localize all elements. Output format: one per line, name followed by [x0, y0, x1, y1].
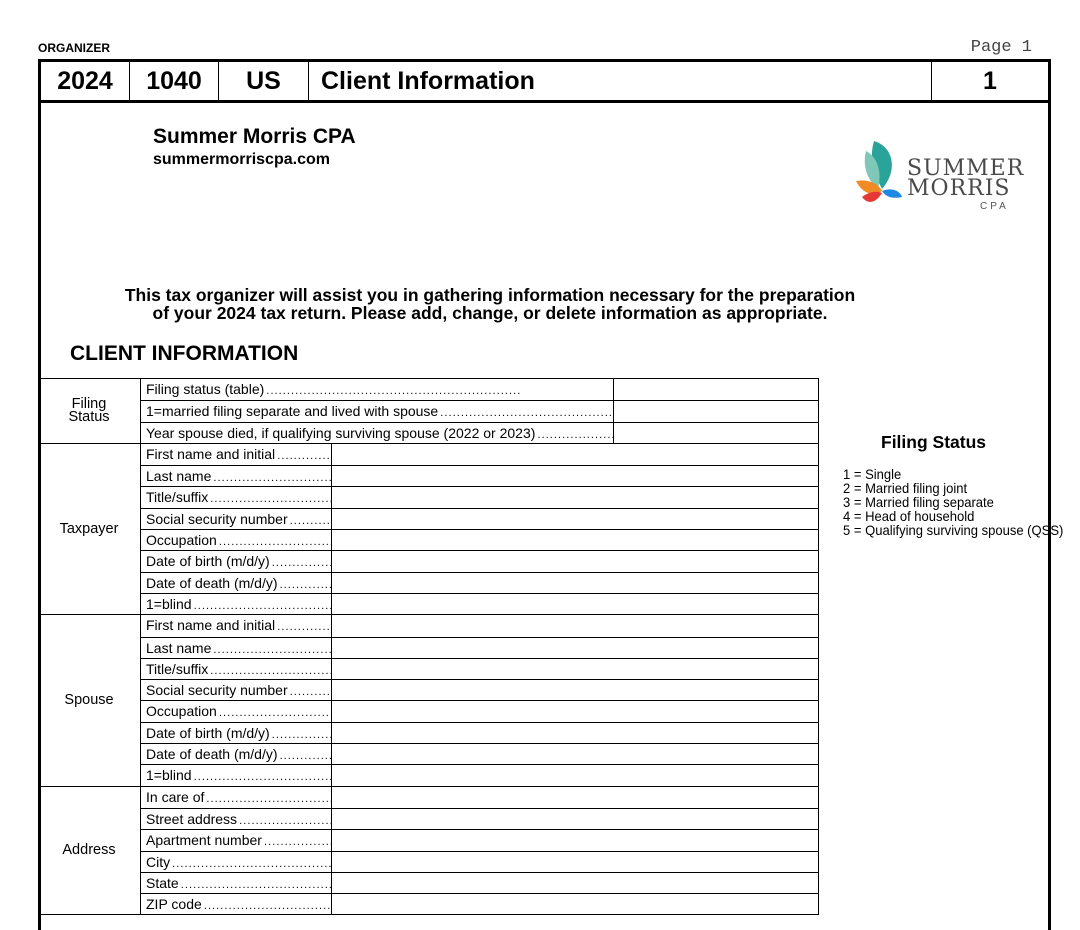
- tax-year: 2024: [41, 62, 130, 100]
- logo-text-cpa: CPA: [980, 201, 1009, 212]
- field-label: Street address . . .: [141, 809, 332, 829]
- input-field[interactable]: [332, 638, 818, 658]
- field-label: Social security number . . .: [141, 509, 332, 529]
- input-field[interactable]: [614, 401, 818, 421]
- form-row: [141, 764, 818, 785]
- form-row: [141, 787, 818, 808]
- input-field[interactable]: [332, 487, 818, 507]
- field-label: Year spouse died, if qualifying surviving spouse (2022 or 2023) . . .: [141, 423, 614, 443]
- jurisdiction: US: [219, 62, 309, 100]
- field-label: In care of . . .: [141, 787, 332, 808]
- field-label: City . . .: [141, 852, 332, 872]
- form-row: [141, 486, 818, 507]
- input-field[interactable]: [332, 787, 818, 808]
- input-field[interactable]: [332, 765, 818, 785]
- input-field[interactable]: [332, 723, 818, 743]
- field-label: Date of death (m/d/y) . . .: [141, 573, 332, 593]
- input-field[interactable]: [332, 873, 818, 893]
- form-row: [141, 465, 818, 486]
- input-field[interactable]: [332, 701, 818, 721]
- field-label: Social security number . . .: [141, 680, 332, 700]
- input-field[interactable]: [332, 509, 818, 529]
- field-label: Title/suffix . . .: [141, 487, 332, 507]
- input-field[interactable]: [332, 852, 818, 872]
- field-label: Date of death (m/d/y) . . .: [141, 744, 332, 764]
- field-label: 1=married filing separate and lived with spouse . . .: [141, 401, 614, 421]
- intro-line-1: This tax organizer will assist you in gathering information necessary for the preparation: [124, 285, 856, 305]
- legend-item: 4 = Head of household: [843, 508, 975, 524]
- group-label-taxpayer: Taxpayer: [38, 444, 141, 614]
- group-label-address: Address: [38, 787, 141, 915]
- intro-line-2: of your 2024 tax return. Please add, change, or delete information as appropriate.: [152, 303, 828, 323]
- form-number: 1040: [130, 62, 219, 100]
- form-row: [141, 379, 818, 400]
- field-label: Occupation . . .: [141, 530, 332, 550]
- legend-title: Filing Status: [881, 432, 986, 452]
- field-label: Date of birth (m/d/y) . . .: [141, 551, 332, 571]
- client-info-grid: [38, 378, 819, 915]
- group-label-spouse: Spouse: [38, 615, 141, 785]
- spouse-group: [38, 614, 819, 785]
- form-row: [141, 872, 818, 893]
- input-field[interactable]: [332, 594, 818, 614]
- form-row: [141, 743, 818, 764]
- form-row: [141, 893, 818, 914]
- field-label: First name and initial . . .: [141, 444, 332, 465]
- field-label: ZIP code . . .: [141, 894, 332, 914]
- form-row: [141, 851, 818, 872]
- field-label: Title/suffix . . .: [141, 659, 332, 679]
- field-label: Last name . . .: [141, 466, 332, 486]
- form-row: [141, 444, 818, 465]
- field-label: State . . .: [141, 873, 332, 893]
- form-row: [141, 572, 818, 593]
- firm-logo: [852, 133, 1025, 218]
- legend-item: 3 = Married filing separate: [843, 494, 994, 510]
- input-field[interactable]: [332, 680, 818, 700]
- legend-item: 1 = Single: [843, 466, 902, 482]
- input-field[interactable]: [332, 830, 818, 850]
- input-field[interactable]: [332, 444, 818, 465]
- field-label: Filing status (table) . . .: [141, 379, 614, 400]
- taxpayer-group: [38, 443, 819, 614]
- legend-item: 5 = Qualifying surviving spouse (QSS): [843, 522, 1064, 538]
- input-field[interactable]: [332, 809, 818, 829]
- input-field[interactable]: [332, 615, 818, 636]
- input-field[interactable]: [332, 744, 818, 764]
- logo-text-summer: SUMMER: [907, 156, 1025, 181]
- form-row: [141, 658, 818, 679]
- intro-text: [38, 286, 1051, 322]
- page-title: Client Information: [309, 62, 932, 100]
- form-row: [141, 422, 818, 443]
- field-label: 1=blind . . .: [141, 765, 332, 785]
- form-row: [141, 508, 818, 529]
- header-bar: [38, 59, 1051, 103]
- input-field[interactable]: [332, 573, 818, 593]
- input-field[interactable]: [614, 379, 818, 400]
- form-row: [141, 593, 818, 614]
- field-label: Occupation . . .: [141, 701, 332, 721]
- form-row: [141, 829, 818, 850]
- form-row: [141, 637, 818, 658]
- group-label-filing: [38, 379, 141, 443]
- filing-label-1: Filing: [71, 395, 107, 412]
- input-field[interactable]: [614, 423, 818, 443]
- field-label: Apartment number . . .: [141, 830, 332, 850]
- legend-item: 2 = Married filing joint: [843, 480, 968, 496]
- firm-url: summermorriscpa.com: [153, 151, 330, 168]
- form-row: [141, 722, 818, 743]
- logo-text-morris: MORRIS: [907, 176, 1011, 201]
- form-row: [141, 529, 818, 550]
- form-row: [141, 615, 818, 636]
- field-label: Last name . . .: [141, 638, 332, 658]
- filing-status-legend: [843, 432, 1064, 538]
- input-field[interactable]: [332, 894, 818, 914]
- form-row: [141, 679, 818, 700]
- filing-label-2: Status: [68, 408, 110, 425]
- input-field[interactable]: [332, 530, 818, 550]
- form-row: [141, 550, 818, 571]
- form-row: [141, 808, 818, 829]
- field-label: 1=blind . . .: [141, 594, 332, 614]
- section-number: 1: [983, 66, 997, 95]
- input-field[interactable]: [332, 551, 818, 571]
- input-field[interactable]: [332, 659, 818, 679]
- input-field[interactable]: [332, 466, 818, 486]
- field-label: Date of birth (m/d/y) . . .: [141, 723, 332, 743]
- section-title: CLIENT INFORMATION: [70, 342, 299, 365]
- filing-status-group: [38, 378, 819, 443]
- organizer-label: ORGANIZER: [38, 41, 110, 55]
- butterfly-logo-icon: [852, 137, 908, 209]
- address-group: [38, 786, 819, 916]
- firm-name: Summer Morris CPA: [153, 125, 356, 148]
- form-row: [141, 700, 818, 721]
- form-row: [141, 400, 818, 421]
- page-number: Page 1: [970, 38, 1032, 57]
- field-label: First name and initial . . .: [141, 615, 332, 636]
